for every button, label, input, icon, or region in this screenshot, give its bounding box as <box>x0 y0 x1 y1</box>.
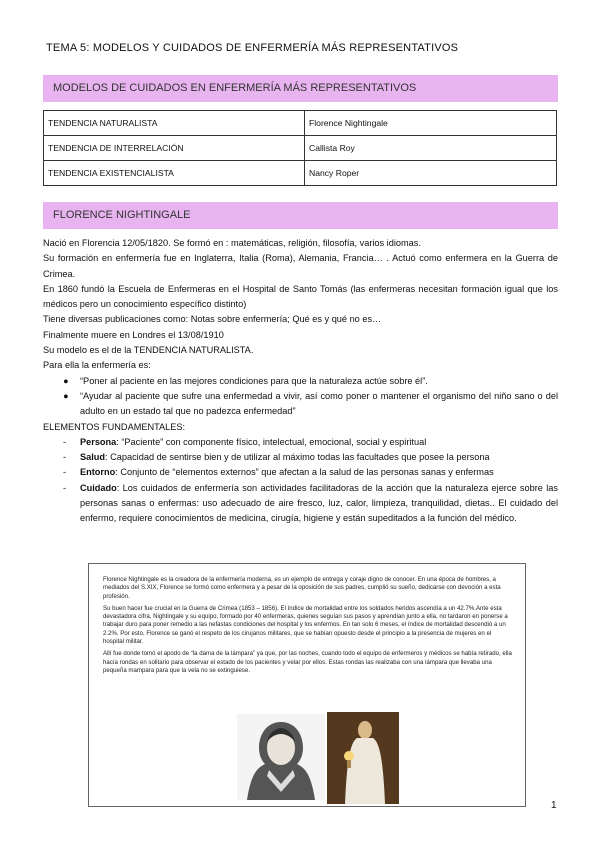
elements-title: ELEMENTOS FUNDAMENTALES: <box>43 421 186 432</box>
info-box <box>88 563 526 807</box>
table-cell-tendency: TENDENCIA EXISTENCIALISTA <box>44 161 305 186</box>
table-cell-author: Nancy Roper <box>305 161 557 186</box>
dash-icon: - <box>63 452 67 463</box>
quote-list <box>43 374 558 420</box>
table-cell-tendency: TENDENCIA DE INTERRELACIÓN <box>44 136 305 161</box>
florence-body <box>43 236 558 527</box>
element-term: Cuidado <box>80 482 117 493</box>
paragraph: Su modelo es el de la TENDENCIA NATURALISTA. <box>43 345 254 356</box>
element-term: Salud <box>80 452 106 463</box>
list-item <box>43 389 558 420</box>
elements-list <box>43 435 558 527</box>
quote-text: “Poner al paciente en las mejores condiciones para que la naturaleza actúe sobre él”. <box>80 375 428 386</box>
dash-icon: - <box>63 436 67 447</box>
portrait-image <box>237 714 325 800</box>
bullet-icon: ● <box>63 390 69 401</box>
section-title: MODELOS DE CUIDADOS EN ENFERMERÍA MÁS REPRESENTATIVOS <box>53 82 417 94</box>
table-cell-author: Callista Roy <box>305 136 557 161</box>
info-paragraph: Su buen hacer fue crucial en la Guerra de Crimea (1853 – 1856). El índice de mortalidad entre los soldados heridos ascendía a un 42.7%.Ante esta devastadora cifra, Nightingale y su equipo, formado por 40 enfermeras, quienes seguían sus pasos y aprendían junto a ella, no tardaron en ponerse a trabajar duro para poner remedio a las nefastas condiciones del hospital y los enfermos. En tan solo 6 meses, el índice de mortalidad descendió a un 2.2%. Por esto, Florence se ganó el respeto de los cirujanos militares, que se habían opuesto desde el principio a la presencia de mujeres en el hospital militar. <box>103 604 508 646</box>
list-item <box>43 374 558 389</box>
info-paragraph: Allí fue donde tomó el apodo de “la dama de la lámpara” ya que, por las noches, cuando todo el equipo de enfermeros y médicos se había retirado, ella hacía rondas en solitario para observar el estado de los pacientes y velar por ellos. Estas rondas las realizaba con una lámpara que llevaba una pequeña mampara para que la vela no se extinguiese. <box>103 650 512 674</box>
list-item <box>43 450 558 465</box>
quote-text: “Ayudar al paciente que sufre una enfermedad a vivir, así como poner o mantener el organismo del niño sano o del adulto en un estado tal que no padezca enfermedad” <box>80 390 558 417</box>
element-term: Entorno <box>80 467 116 478</box>
section-header-models <box>43 75 558 102</box>
bullet-icon: ● <box>63 375 69 386</box>
element-text: : Los cuidados de enfermería son actividades facilitadoras de la acción que la naturaleza ejerce sobre las personas sanas o enfermas: uso adecuado de aire fresco, luz, calor, limpieza, tranquilidad, dietas.. El cuidado del enfermo, requiere conocimientos de medicina, cirugía, higiene y están supeditados a la función del médico. <box>80 482 558 524</box>
list-item <box>43 465 558 480</box>
list-item <box>43 435 558 450</box>
section-header-florence <box>43 202 558 229</box>
table-row <box>44 161 557 186</box>
element-text: : Conjunto de “elementos externos” que afectan a la salud de las personas sanas y enfermas <box>115 467 494 478</box>
paragraph: Nació en Florencia 12/05/1820. Se formó en : matemáticas, religión, filosofía, varios idiomas. <box>43 238 421 248</box>
models-table <box>43 110 557 186</box>
element-text: : “Paciente” con componente físico, intelectual, emocional, social y espiritual <box>116 436 427 447</box>
table-cell-author: Florence Nightingale <box>305 111 557 136</box>
element-text: : Capacidad de sentirse bien y de utilizar al máximo todas las facultades que posee la persona <box>105 452 490 463</box>
page-number: 1 <box>551 800 557 811</box>
paragraph: Su formación en enfermería fue en Inglaterra, Italia (Roma), Alemania, Francia… . Actuó como enfermera en la Guerra de Crimea. <box>43 253 558 279</box>
document-title: TEMA 5: MODELOS Y CUIDADOS DE ENFERMERÍA MÁS REPRESENTATIVOS <box>46 42 459 54</box>
element-term: Persona <box>80 436 117 447</box>
table-row <box>44 136 557 161</box>
table-row <box>44 111 557 136</box>
paragraph: Para ella la enfermería es: <box>43 360 151 371</box>
list-item <box>43 481 558 527</box>
paragraph: Finalmente muere en Londres el 13/08/1910 <box>43 329 224 340</box>
paragraph: En 1860 fundó la Escuela de Enfermeras en el Hospital de Santo Tomás (las enfermeras necesitan formación igual que los médicos pero un conocimiento específico distinto) <box>43 283 558 310</box>
section-title: FLORENCE NIGHTINGALE <box>53 209 191 221</box>
lamp-lady-image <box>327 712 399 804</box>
dash-icon: - <box>63 482 67 493</box>
info-paragraph: Florence Nightingale es la creadora de la enfermería moderna, es un ejemplo de entrega y coraje digno de conocer. En una época de hombres, a mediados del S.XIX, Florence se formó como enfermera y a pesar de la oposición de sus padres, cumplió su sueño, dedicarse con devoción a esta profesión. <box>103 576 501 600</box>
dash-icon: - <box>63 467 67 478</box>
paragraph: Tiene diversas publicaciones como: Notas sobre enfermería; Qué es y qué no es… <box>43 314 382 325</box>
table-cell-tendency: TENDENCIA NATURALISTA <box>44 111 305 136</box>
info-box-text <box>103 576 513 679</box>
